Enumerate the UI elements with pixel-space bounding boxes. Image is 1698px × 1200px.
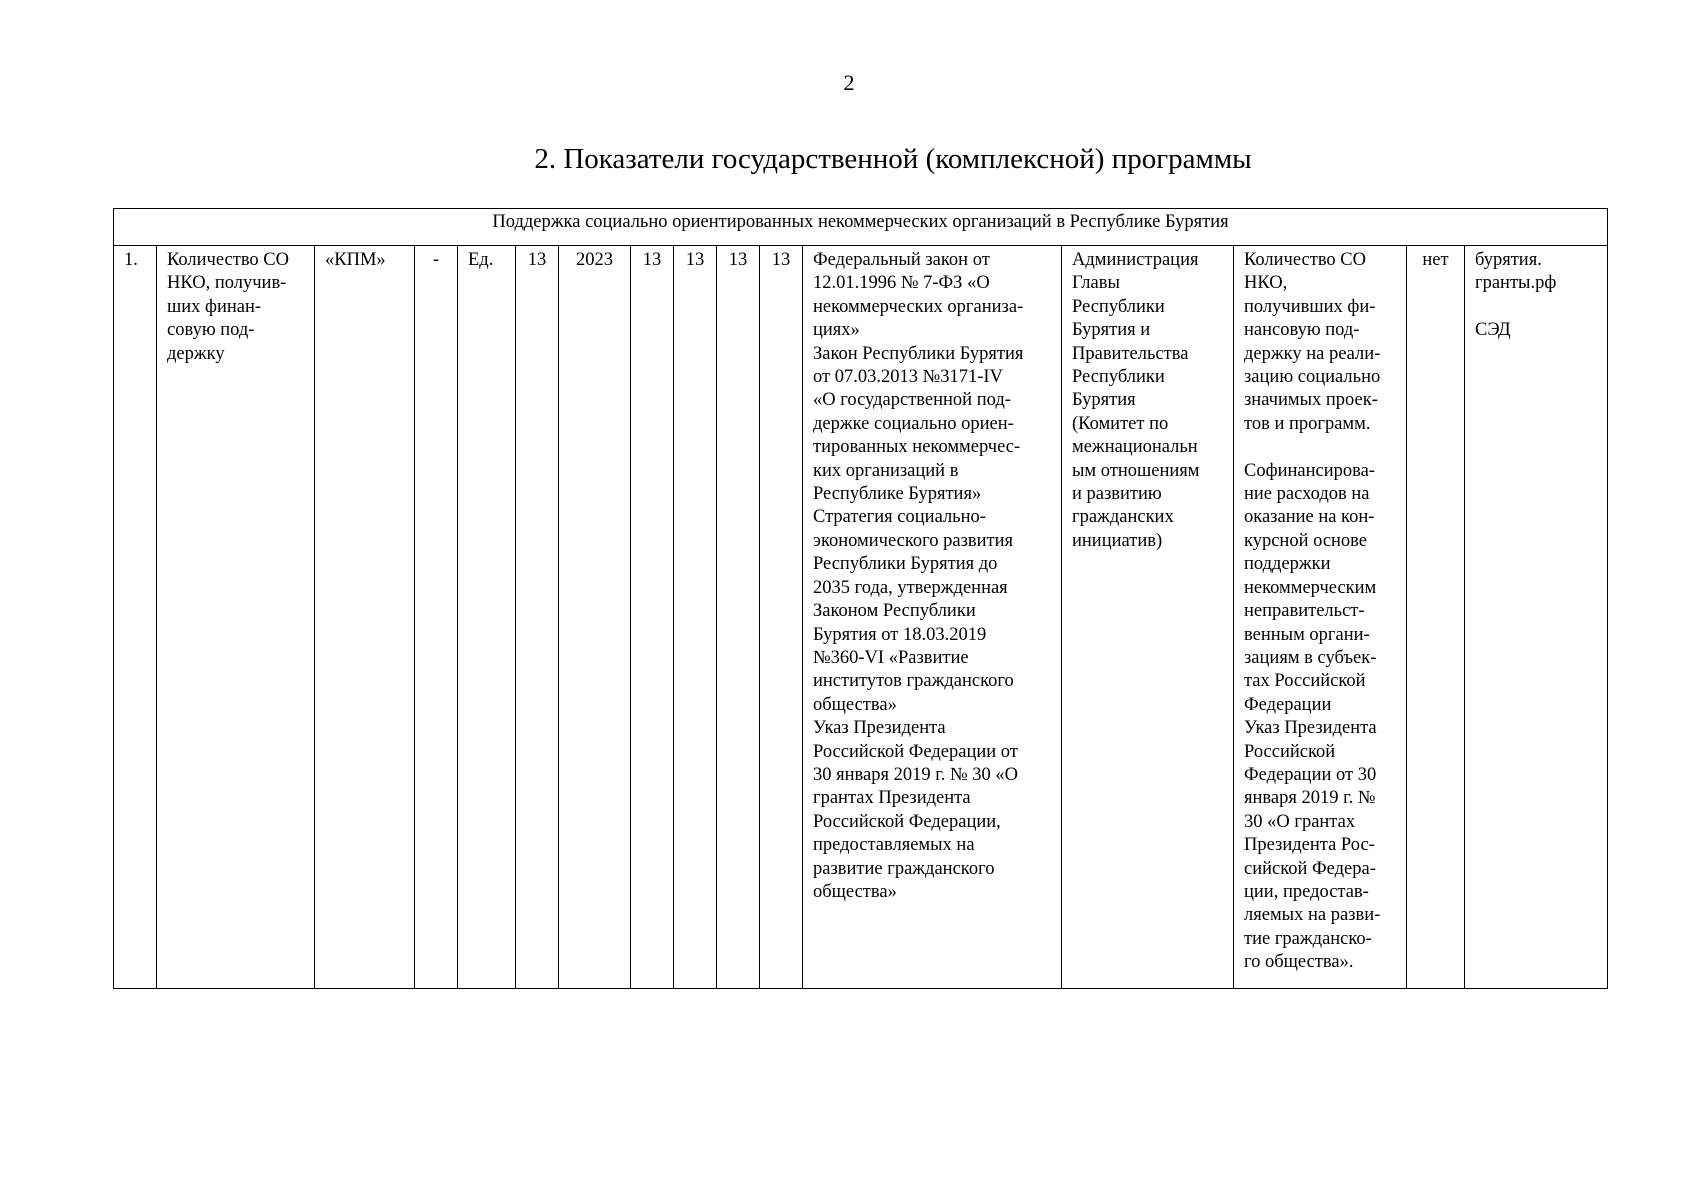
indicator-name-cell: Количество СО НКО, получив- ших финан- совую под- держку — [157, 246, 315, 989]
table-row — [114, 246, 1608, 989]
target-value-cell-3: 13 — [717, 246, 760, 989]
documents-cell: Федеральный закон от 12.01.1996 № 7-ФЗ «О некоммерческих организа- циях» Закон Республики Бурятия от 07.03.2013 №3171-IV «О государственной под- держке социально ориен- тированных некоммерчес- ких организаций в Республике Бурятия» Стратегия социально- экономического развития Республики Бурятия до 2035 года, утвержденная Законом Республики Бурятия от 18.03.2019 №360-VI «Развитие институтов гражданского общества» Указ Президента Российской Федерации от 30 января 2019 г. № 30 «О грантах Президента Российской Федерации, предоставляемых на развитие гражданского общества» — [803, 246, 1062, 989]
feature-cell: - — [415, 246, 458, 989]
responsible-cell: Администрация Главы Республики Бурятия и Правительства Республики Бурятия (Комитет по межнациональн ым отношениям и развитию гражданских инициатив) — [1062, 246, 1234, 989]
indicators-table — [113, 208, 1608, 989]
flag-cell: нет — [1407, 246, 1465, 989]
base-year-cell: 2023 — [559, 246, 631, 989]
info-system-cell: бурятия. гранты.рф СЭД — [1465, 246, 1608, 989]
linkage-cell: Количество СО НКО, получивших фи- нансовую под- держку на реали- зацию социально значимых проек- тов и программ. Софинансирова- ние расходов на оказание на кон- курсной основе поддержки некоммерческим неправительст- венным органи- зациям в субъек- тах Российской Федерации Указ Президента Российской Федерации от 30 января 2019 г. № 30 «О грантах Президента Рос- сийской Федера- ции, предостав- ляемых на разви- тие гражданско- го общества». — [1234, 246, 1407, 989]
section-title: 2. Показатели государственной (комплексной) программы — [534, 143, 1252, 175]
program-name-cell: Поддержка социально ориентированных некоммерческих организаций в Республике Бурятия — [114, 209, 1608, 246]
target-value-cell-4: 13 — [760, 246, 803, 989]
target-value-cell-1: 13 — [631, 246, 674, 989]
unit-cell: Ед. — [458, 246, 516, 989]
program-row — [114, 209, 1608, 246]
target-value-cell-2: 13 — [674, 246, 717, 989]
base-value-cell: 13 — [516, 246, 559, 989]
indicator-level-cell: «КПМ» — [315, 246, 415, 989]
page-number: 2 — [843, 70, 855, 95]
row-number-cell: 1. — [114, 246, 157, 989]
